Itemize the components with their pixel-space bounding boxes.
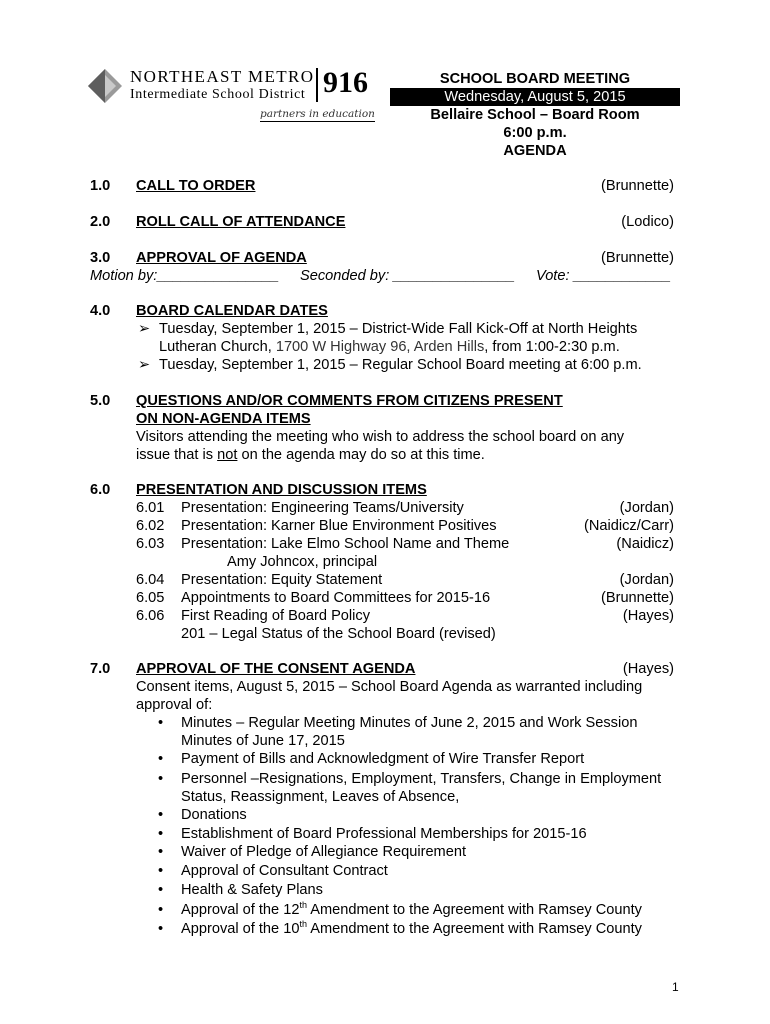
- consent-item-continued: Minutes of June 17, 2015: [181, 733, 345, 749]
- bullet-icon: •: [158, 844, 164, 860]
- consent-item: Personnel –Resignations, Employment, Transfers, Change in Employment: [181, 771, 662, 787]
- motion-by-field: Motion by:_______________: [90, 268, 280, 284]
- logo-name-line2: Intermediate School District: [130, 87, 306, 102]
- section-7-intro-line1: Consent items, August 5, 2015 – School Board Agenda as warranted including: [136, 679, 643, 695]
- logo-tagline-rule: [260, 121, 375, 122]
- item-text: Appointments to Board Committees for 2015-16: [181, 590, 491, 606]
- item-number: 6.02: [136, 518, 165, 534]
- section-3-number: 3.0: [90, 250, 111, 266]
- bullet-icon: •: [158, 715, 164, 731]
- section-2-presenter: (Lodico): [621, 214, 674, 230]
- section-2-title: ROLL CALL OF ATTENDANCE: [136, 214, 346, 230]
- section-6-number: 6.0: [90, 482, 111, 498]
- bullet-icon: •: [158, 826, 164, 842]
- logo-number: 916: [323, 66, 368, 99]
- document-type: AGENDA: [503, 143, 567, 159]
- item-sub-text: 201 – Legal Status of the School Board (revised): [181, 626, 496, 642]
- item-number: 6.03: [136, 536, 165, 552]
- item-presenter: (Jordan): [619, 572, 674, 588]
- bullet-icon: •: [158, 863, 164, 879]
- consent-item: Minutes – Regular Meeting Minutes of June 2, 2015 and Work Session: [181, 715, 638, 731]
- arrow-bullet-icon: ➢: [138, 357, 151, 373]
- meeting-title: SCHOOL BOARD MEETING: [439, 71, 631, 87]
- section-1-number: 1.0: [90, 178, 111, 194]
- bullet-icon: •: [158, 771, 164, 787]
- logo-name-line1: NORTHEAST METRO: [130, 67, 315, 86]
- section-5-body-line1: Visitors attending the meeting who wish to address the school board on any: [136, 429, 625, 445]
- bullet-icon: •: [158, 807, 164, 823]
- item-text: Presentation: Equity Statement: [181, 572, 383, 588]
- calendar-date-1-line2: Lutheran Church, 1700 W Highway 96, Arden Hills, from 1:00-2:30 p.m.: [159, 339, 620, 355]
- section-5-number: 5.0: [90, 393, 111, 409]
- consent-item-continued: Status, Reassignment, Leaves of Absence,: [181, 789, 460, 805]
- consent-item: Approval of Consultant Contract: [181, 863, 388, 879]
- item-presenter: (Hayes): [622, 608, 674, 624]
- item-presenter: (Brunnette): [600, 590, 674, 606]
- section-5-title-line2: ON NON-AGENDA ITEMS: [136, 411, 311, 427]
- item-presenter: (Naidicz/Carr): [584, 518, 674, 534]
- section-7-title: APPROVAL OF THE CONSENT AGENDA: [136, 661, 416, 677]
- section-4-title: BOARD CALENDAR DATES: [136, 303, 328, 319]
- calendar-date-2: Tuesday, September 1, 2015 – Regular School Board meeting at 6:00 p.m.: [159, 357, 642, 373]
- page-number: 1: [672, 980, 679, 994]
- item-text: Presentation: Karner Blue Environment Positives: [181, 518, 497, 534]
- item-text: Presentation: Engineering Teams/University: [181, 500, 464, 516]
- consent-item: Donations: [181, 807, 247, 823]
- consent-item: Waiver of Pledge of Allegiance Requirement: [181, 844, 467, 860]
- meeting-time: 6:00 p.m.: [503, 125, 567, 141]
- item-presenter: (Jordan): [619, 500, 674, 516]
- consent-item: Health & Safety Plans: [181, 882, 323, 898]
- section-5-title-line1: QUESTIONS AND/OR COMMENTS FROM CITIZENS PRESENT: [136, 393, 563, 409]
- item-presenter: (Naidicz): [616, 536, 674, 552]
- consent-item: Payment of Bills and Acknowledgment of Wire Transfer Report: [181, 751, 585, 767]
- section-6-title: PRESENTATION AND DISCUSSION ITEMS: [136, 482, 427, 498]
- bullet-icon: •: [158, 902, 164, 918]
- bullet-icon: •: [158, 882, 164, 898]
- consent-item: Approval of the 12th Amendment to the Agreement with Ramsey County: [181, 900, 642, 918]
- item-number: 6.05: [136, 590, 165, 606]
- section-7-number: 7.0: [90, 661, 111, 677]
- meeting-location: Bellaire School – Board Room: [430, 107, 640, 123]
- logo-divider: [316, 68, 318, 102]
- section-7-presenter: (Hayes): [622, 661, 674, 677]
- bullet-icon: •: [158, 921, 164, 937]
- bullet-icon: •: [158, 751, 164, 767]
- item-number: 6.01: [136, 500, 165, 516]
- item-text: Presentation: Lake Elmo School Name and Theme: [181, 536, 510, 552]
- section-7-intro-line2: approval of:: [136, 697, 213, 713]
- consent-item: Approval of the 10th Amendment to the Agreement with Ramsey County: [181, 919, 642, 937]
- item-text: First Reading of Board Policy: [181, 608, 370, 624]
- calendar-date-1-line1: Tuesday, September 1, 2015 – District-Wide Fall Kick-Off at North Heights: [159, 321, 638, 337]
- item-number: 6.04: [136, 572, 165, 588]
- section-1-presenter: (Brunnette): [600, 178, 674, 194]
- section-1-title: CALL TO ORDER: [136, 178, 256, 194]
- item-number: 6.06: [136, 608, 165, 624]
- section-3-title: APPROVAL OF AGENDA: [136, 250, 307, 266]
- section-3-presenter: (Brunnette): [600, 250, 674, 266]
- section-4-number: 4.0: [90, 303, 111, 319]
- meeting-date: Wednesday, August 5, 2015: [444, 89, 626, 105]
- consent-item: Establishment of Board Professional Memberships for 2015-16: [181, 826, 587, 842]
- arrow-bullet-icon: ➢: [138, 321, 151, 337]
- district-logo-diamond-icon: [88, 69, 122, 103]
- section-5-body-line2: issue that is not on the agenda may do so at this time.: [136, 447, 485, 463]
- logo-tagline: partners in education: [260, 108, 375, 120]
- section-2-number: 2.0: [90, 214, 111, 230]
- seconded-by-field: Seconded by: _______________: [300, 268, 516, 284]
- item-sub-text: Amy Johncox, principal: [227, 554, 378, 570]
- vote-field: Vote: ____________: [536, 268, 671, 284]
